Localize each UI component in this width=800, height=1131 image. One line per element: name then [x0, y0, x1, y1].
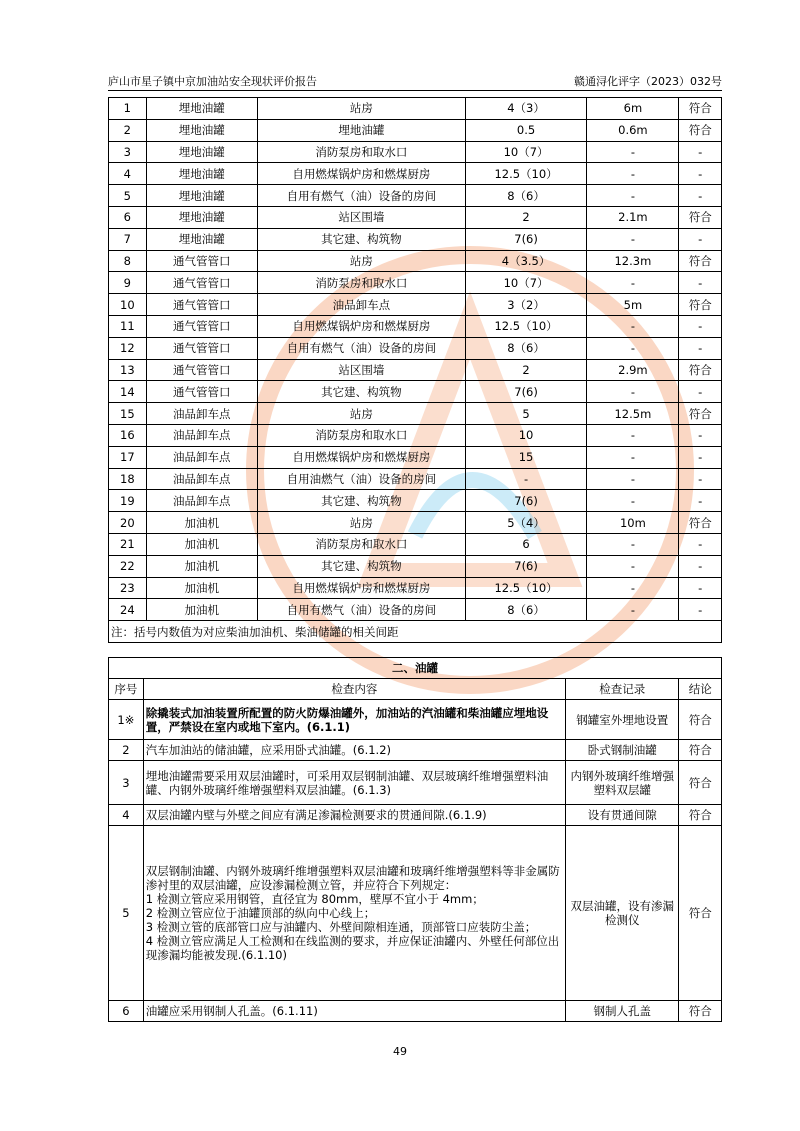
related-object: 自用燃煤锅炉房和燃煤厨房 [257, 315, 465, 337]
content-line: 3 检测立管的底部管口应与油罐内、外壁间隙相连通，顶部管口应装防尘盖； [145, 920, 537, 934]
distance-row [109, 381, 722, 403]
distance-row [109, 599, 722, 621]
actual-distance: - [587, 577, 679, 599]
related-object: 自用燃煤锅炉房和燃煤厨房 [257, 163, 465, 185]
related-object: 站区围墙 [257, 359, 465, 381]
row-no: 4 [109, 805, 144, 826]
distance-row [109, 337, 722, 359]
row-record: 卧式钢制油罐 [566, 740, 679, 761]
conclusion: 符合 [679, 359, 722, 381]
row-result: 符合 [679, 740, 722, 761]
row-no: 6 [109, 1001, 144, 1022]
standard-distance: 7(6) [465, 555, 587, 577]
related-object: 消防泵房和取水口 [257, 272, 465, 294]
distance-row [109, 490, 722, 512]
actual-distance: 12.5m [587, 403, 679, 425]
standard-distance: 8（6） [465, 337, 587, 359]
row-record: 钢制人孔盖 [566, 1001, 679, 1022]
distance-row [109, 555, 722, 577]
check-object: 埋地油罐 [146, 98, 257, 120]
standard-distance: 12.5（10） [465, 163, 587, 185]
check-object: 加油机 [146, 555, 257, 577]
check-object: 埋地油罐 [146, 228, 257, 250]
standard-distance: 4（3.5） [465, 250, 587, 272]
distance-row [109, 512, 722, 534]
standard-distance: 4（3） [465, 98, 587, 120]
standard-distance: 10（7） [465, 141, 587, 163]
distance-row [109, 228, 722, 250]
check-object: 通气管管口 [146, 381, 257, 403]
standard-distance: 5（4） [465, 512, 587, 534]
actual-distance: 10m [587, 512, 679, 534]
conclusion: 符合 [679, 512, 722, 534]
conclusion: - [679, 533, 722, 555]
conclusion: - [679, 185, 722, 207]
check-object: 油品卸车点 [146, 468, 257, 490]
distance-row [109, 424, 722, 446]
distance-row [109, 294, 722, 316]
header-content: 检查内容 [143, 679, 565, 700]
row-record: 内钢外玻璃纤维增强塑料双层罐 [566, 761, 679, 805]
actual-distance: 0.6m [587, 119, 679, 141]
actual-distance: 2.1m [587, 206, 679, 228]
report-number: 赣通浔化评字（2023）032号 [574, 75, 722, 88]
actual-distance: 2.9m [587, 359, 679, 381]
conclusion: - [679, 599, 722, 621]
check-object: 通气管管口 [146, 272, 257, 294]
row-no: 13 [109, 359, 147, 381]
row-no: 5 [109, 826, 144, 1001]
actual-distance: - [587, 468, 679, 490]
header-result: 结论 [679, 679, 722, 700]
row-no: 7 [109, 228, 147, 250]
tank-check-table [108, 657, 722, 1022]
standard-distance: 2 [465, 206, 587, 228]
standard-distance: 12.5（10） [465, 577, 587, 599]
row-record: 钢罐室外埋地设置 [566, 700, 679, 740]
actual-distance: - [587, 272, 679, 294]
distance-row [109, 250, 722, 272]
section-title: 二、油罐 [109, 658, 722, 679]
related-object: 消防泵房和取水口 [257, 424, 465, 446]
row-no: 3 [109, 141, 147, 163]
conclusion: - [679, 228, 722, 250]
related-object: 埋地油罐 [257, 119, 465, 141]
row-no: 23 [109, 577, 147, 599]
check-object: 埋地油罐 [146, 163, 257, 185]
distance-row [109, 141, 722, 163]
row-result: 符合 [679, 826, 722, 1001]
row-no: 14 [109, 381, 147, 403]
conclusion: - [679, 446, 722, 468]
row-no: 19 [109, 490, 147, 512]
conclusion: - [679, 381, 722, 403]
row-no: 10 [109, 294, 147, 316]
related-object: 自用燃煤锅炉房和燃煤厨房 [257, 577, 465, 599]
related-object: 站房 [257, 250, 465, 272]
related-object: 自用油燃气（油）设备的房间 [257, 468, 465, 490]
check-object: 通气管管口 [146, 250, 257, 272]
distance-row [109, 403, 722, 425]
page-header [108, 70, 722, 91]
row-record: 设有贯通间隙 [566, 805, 679, 826]
row-no: 12 [109, 337, 147, 359]
check-object: 通气管管口 [146, 359, 257, 381]
row-no: 18 [109, 468, 147, 490]
check-object: 油品卸车点 [146, 403, 257, 425]
conclusion: - [679, 468, 722, 490]
standard-distance: 10 [465, 424, 587, 446]
conclusion: - [679, 163, 722, 185]
actual-distance: - [587, 337, 679, 359]
distance-row [109, 163, 722, 185]
actual-distance: 5m [587, 294, 679, 316]
content-line: 2 检测立管应位于油罐顶部的纵向中心线上； [145, 906, 376, 920]
actual-distance: - [587, 555, 679, 577]
conclusion: 符合 [679, 206, 722, 228]
check-object: 通气管管口 [146, 337, 257, 359]
report-title: 庐山市星子镇中京加油站安全现状评价报告 [108, 75, 317, 88]
standard-distance: 7(6) [465, 228, 587, 250]
actual-distance: - [587, 533, 679, 555]
row-no: 24 [109, 599, 147, 621]
related-object: 自用有燃气（油）设备的房间 [257, 337, 465, 359]
page-number: 49 [393, 1045, 407, 1058]
actual-distance: - [587, 424, 679, 446]
actual-distance: - [587, 599, 679, 621]
check-object: 埋地油罐 [146, 119, 257, 141]
standard-distance: 8（6） [465, 599, 587, 621]
standard-distance: 15 [465, 446, 587, 468]
check-object: 加油机 [146, 599, 257, 621]
row-content: 汽车加油站的储油罐，应采用卧式油罐。(6.1.2) [143, 740, 565, 761]
distance-row [109, 185, 722, 207]
standard-distance: 6 [465, 533, 587, 555]
content-line: 双层钢制油罐、内钢外玻璃纤维增强塑料双层油罐和玻璃纤维增强塑料等非金属防渗衬里的双层油罐，应设渗漏检测立管，并应符合下列规定： [145, 864, 560, 892]
check-object: 油品卸车点 [146, 446, 257, 468]
row-no: 1※ [109, 700, 144, 740]
row-no: 6 [109, 206, 147, 228]
distance-row [109, 468, 722, 490]
conclusion: 符合 [679, 294, 722, 316]
related-object: 站房 [257, 512, 465, 534]
row-result: 符合 [679, 761, 722, 805]
row-no: 8 [109, 250, 147, 272]
conclusion: - [679, 555, 722, 577]
related-object: 自用有燃气（油）设备的房间 [257, 599, 465, 621]
actual-distance: - [587, 490, 679, 512]
check-object: 埋地油罐 [146, 141, 257, 163]
related-object: 自用燃煤锅炉房和燃煤厨房 [257, 446, 465, 468]
conclusion: - [679, 315, 722, 337]
row-no: 4 [109, 163, 147, 185]
conclusion: - [679, 424, 722, 446]
distance-row [109, 272, 722, 294]
row-no: 5 [109, 185, 147, 207]
standard-distance: - [465, 468, 587, 490]
row-result: 符合 [679, 700, 722, 740]
actual-distance: 6m [587, 98, 679, 120]
row-content [143, 826, 565, 1001]
actual-distance: - [587, 141, 679, 163]
distance-table [108, 97, 722, 643]
check-object: 油品卸车点 [146, 490, 257, 512]
row-no: 21 [109, 533, 147, 555]
standard-distance: 7(6) [465, 381, 587, 403]
related-object: 站房 [257, 98, 465, 120]
standard-distance: 7(6) [465, 490, 587, 512]
conclusion: - [679, 337, 722, 359]
row-content: 双层油罐内壁与外壁之间应有满足渗漏检测要求的贯通间隙.(6.1.9) [143, 805, 565, 826]
distance-row [109, 359, 722, 381]
standard-distance: 10（7） [465, 272, 587, 294]
standard-distance: 5 [465, 403, 587, 425]
distance-row [109, 98, 722, 120]
conclusion: - [679, 141, 722, 163]
check-object: 加油机 [146, 512, 257, 534]
row-no: 17 [109, 446, 147, 468]
distance-row [109, 206, 722, 228]
related-object: 其它建、构筑物 [257, 490, 465, 512]
table-note: 注：括号内数值为对应柴油加油机、柴油储罐的相关间距 [109, 621, 722, 643]
row-no: 2 [109, 119, 147, 141]
actual-distance: - [587, 446, 679, 468]
actual-distance: - [587, 228, 679, 250]
actual-distance: - [587, 381, 679, 403]
row-no: 20 [109, 512, 147, 534]
check-object: 埋地油罐 [146, 185, 257, 207]
row-content: 埋地油罐需要采用双层油罐时，可采用双层钢制油罐、双层玻璃纤维增强塑料油罐、内钢外玻璃纤维增强塑料双层油罐。(6.1.3) [143, 761, 565, 805]
related-object: 站区围墙 [257, 206, 465, 228]
conclusion: - [679, 490, 722, 512]
conclusion: 符合 [679, 403, 722, 425]
distance-row [109, 315, 722, 337]
distance-row [109, 119, 722, 141]
related-object: 自用有燃气（油）设备的房间 [257, 185, 465, 207]
row-no: 3 [109, 761, 144, 805]
related-object: 其它建、构筑物 [257, 228, 465, 250]
row-no: 16 [109, 424, 147, 446]
distance-row [109, 533, 722, 555]
standard-distance: 8（6） [465, 185, 587, 207]
conclusion: - [679, 272, 722, 294]
related-object: 消防泵房和取水口 [257, 533, 465, 555]
row-no: 22 [109, 555, 147, 577]
check-object: 通气管管口 [146, 315, 257, 337]
check-object: 加油机 [146, 577, 257, 599]
standard-distance: 0.5 [465, 119, 587, 141]
related-object: 其它建、构筑物 [257, 555, 465, 577]
row-result: 符合 [679, 805, 722, 826]
header-no: 序号 [109, 679, 144, 700]
content-line: 4 检测立管应满足人工检测和在线监测的要求，并应保证油罐内、外壁任何部位出现渗漏均能被发现.(6.1.10) [145, 934, 560, 962]
related-object: 油品卸车点 [257, 294, 465, 316]
row-no: 2 [109, 740, 144, 761]
conclusion: - [679, 577, 722, 599]
row-no: 11 [109, 315, 147, 337]
related-object: 其它建、构筑物 [257, 381, 465, 403]
row-no: 1 [109, 98, 147, 120]
actual-distance: - [587, 163, 679, 185]
row-result: 符合 [679, 1001, 722, 1022]
row-content: 油罐应采用钢制人孔盖。(6.1.11) [143, 1001, 565, 1022]
conclusion: 符合 [679, 250, 722, 272]
header-record: 检查记录 [566, 679, 679, 700]
check-object: 埋地油罐 [146, 206, 257, 228]
related-object: 消防泵房和取水口 [257, 141, 465, 163]
actual-distance: - [587, 185, 679, 207]
check-object: 通气管管口 [146, 294, 257, 316]
related-object: 站房 [257, 403, 465, 425]
distance-row [109, 577, 722, 599]
check-object: 加油机 [146, 533, 257, 555]
conclusion: 符合 [679, 98, 722, 120]
content-line: 1 检测立管应采用钢管，直径宜为 80mm，壁厚不宜小于 4mm； [145, 892, 484, 906]
row-record: 双层油罐，设有渗漏检测仪 [566, 826, 679, 1001]
row-no: 15 [109, 403, 147, 425]
standard-distance: 3（2） [465, 294, 587, 316]
row-no: 9 [109, 272, 147, 294]
actual-distance: 12.3m [587, 250, 679, 272]
conclusion: 符合 [679, 119, 722, 141]
standard-distance: 2 [465, 359, 587, 381]
row-content: 除撬装式加油装置所配置的防火防爆油罐外，加油站的汽油罐和柴油罐应埋地设置，严禁设在室内或地下室内。(6.1.1) [143, 700, 565, 740]
standard-distance: 12.5（10） [465, 315, 587, 337]
actual-distance: - [587, 315, 679, 337]
check-object: 油品卸车点 [146, 424, 257, 446]
distance-row [109, 446, 722, 468]
